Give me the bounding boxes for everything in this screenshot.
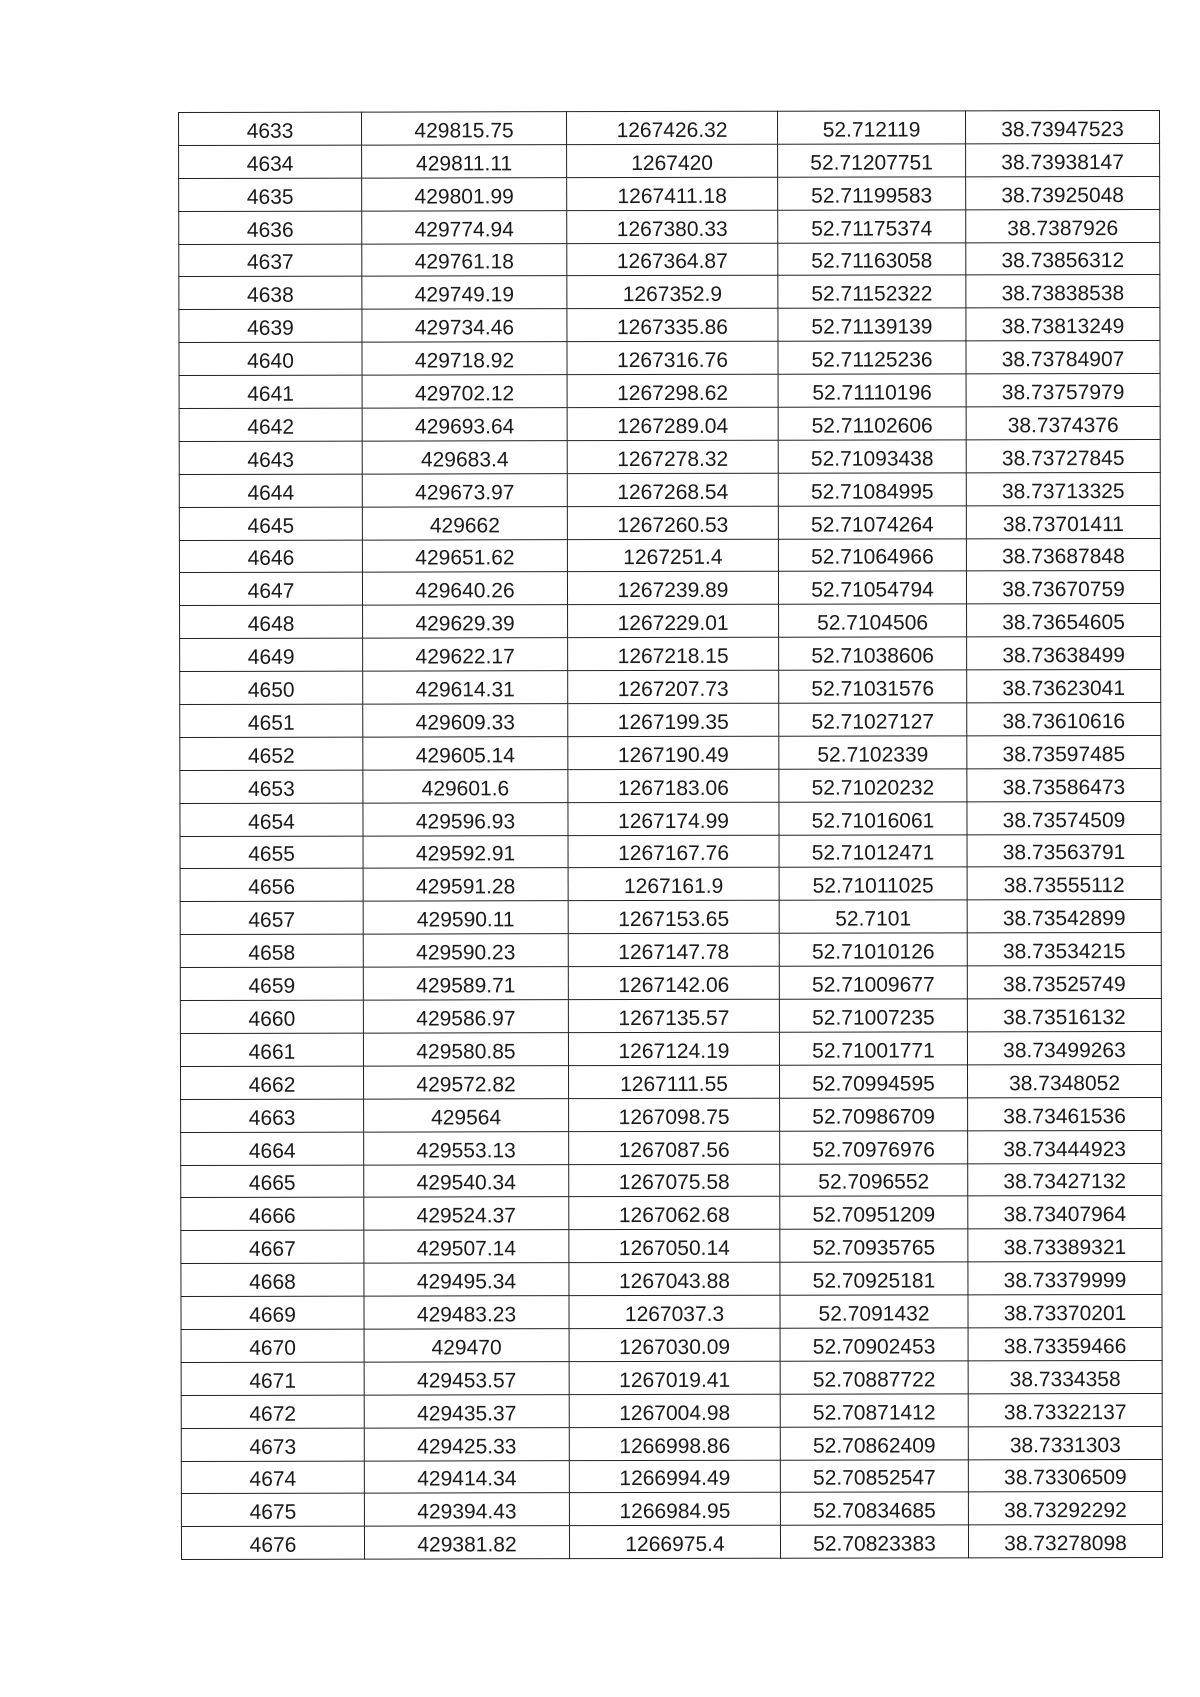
northing-cell: 1266998.86 <box>569 1427 780 1460</box>
easting-cell: 429564 <box>364 1098 569 1131</box>
northing-cell: 1267111.55 <box>568 1065 779 1098</box>
longitude-cell: 52.71199583 <box>778 177 966 210</box>
latitude-cell: 38.73925048 <box>966 176 1160 209</box>
point-number-cell: 4651 <box>180 704 363 737</box>
longitude-cell: 52.7104506 <box>779 604 967 637</box>
longitude-cell: 52.71074264 <box>778 506 966 539</box>
longitude-cell: 52.70834685 <box>780 1492 968 1525</box>
easting-cell: 429590.11 <box>363 901 568 934</box>
latitude-cell: 38.73574509 <box>967 801 1161 834</box>
longitude-cell: 52.70823383 <box>780 1525 968 1558</box>
northing-cell: 1267426.32 <box>567 111 778 144</box>
latitude-cell: 38.73525749 <box>967 966 1161 999</box>
table-row <box>180 735 1161 770</box>
table-row <box>179 374 1160 409</box>
table-row <box>181 1196 1162 1231</box>
longitude-cell: 52.70976976 <box>780 1130 968 1163</box>
point-number-cell: 4657 <box>180 901 363 934</box>
point-number-cell: 4668 <box>181 1263 364 1296</box>
longitude-cell: 52.71175374 <box>778 210 966 243</box>
northing-cell: 1267098.75 <box>569 1098 780 1131</box>
latitude-cell: 38.7331303 <box>968 1426 1162 1459</box>
latitude-cell: 38.73555112 <box>967 867 1161 900</box>
latitude-cell: 38.73461536 <box>968 1097 1162 1130</box>
point-number-cell: 4672 <box>181 1395 364 1428</box>
latitude-cell: 38.73701411 <box>966 505 1160 538</box>
coordinates-table-body <box>179 110 1163 1559</box>
northing-cell: 1267004.98 <box>569 1394 780 1427</box>
latitude-cell: 38.73563791 <box>967 834 1161 867</box>
point-number-cell: 4635 <box>179 178 362 211</box>
point-number-cell: 4671 <box>181 1362 364 1395</box>
coordinates-table <box>178 110 1163 1560</box>
table-row <box>179 571 1160 606</box>
point-number-cell: 4676 <box>181 1526 364 1559</box>
table-row <box>181 1130 1162 1165</box>
latitude-cell: 38.73370201 <box>968 1295 1162 1328</box>
table-row <box>179 341 1160 376</box>
longitude-cell: 52.70887722 <box>780 1361 968 1394</box>
table-row <box>179 406 1160 441</box>
latitude-cell: 38.7334358 <box>968 1360 1162 1393</box>
northing-cell: 1267124.19 <box>568 1032 779 1065</box>
northing-cell: 1267298.62 <box>567 374 778 407</box>
latitude-cell: 38.73389321 <box>968 1229 1162 1262</box>
table-row <box>181 1492 1162 1527</box>
northing-cell: 1267161.9 <box>568 868 779 901</box>
point-number-cell: 4659 <box>180 967 363 1000</box>
longitude-cell: 52.71009677 <box>779 966 967 999</box>
point-number-cell: 4661 <box>180 1033 363 1066</box>
easting-cell: 429614.31 <box>363 671 568 704</box>
table-row <box>181 1097 1162 1132</box>
latitude-cell: 38.73687848 <box>966 538 1160 571</box>
table-row <box>179 308 1160 343</box>
table-row <box>180 801 1161 836</box>
longitude-cell: 52.71012471 <box>779 834 967 867</box>
northing-cell: 1267062.68 <box>569 1197 780 1230</box>
longitude-cell: 52.71038606 <box>779 637 967 670</box>
longitude-cell: 52.71110196 <box>778 374 966 407</box>
point-number-cell: 4644 <box>179 474 362 507</box>
northing-cell: 1267268.54 <box>567 473 778 506</box>
point-number-cell: 4636 <box>179 211 362 244</box>
table-row <box>180 768 1161 803</box>
northing-cell: 1267420 <box>567 144 778 177</box>
table-row <box>180 834 1161 869</box>
longitude-cell: 52.70994595 <box>779 1065 967 1098</box>
northing-cell: 1267050.14 <box>569 1230 780 1263</box>
longitude-cell: 52.71152322 <box>778 275 966 308</box>
easting-cell: 429524.37 <box>364 1197 569 1230</box>
northing-cell: 1267075.58 <box>569 1164 780 1197</box>
point-number-cell: 4650 <box>180 671 363 704</box>
latitude-cell: 38.73838538 <box>966 275 1160 308</box>
northing-cell: 1267199.35 <box>568 703 779 736</box>
longitude-cell: 52.71016061 <box>779 802 967 835</box>
easting-cell: 429673.97 <box>362 473 567 506</box>
longitude-cell: 52.71054794 <box>778 571 966 604</box>
table-row <box>179 209 1160 244</box>
point-number-cell: 4675 <box>181 1494 364 1527</box>
latitude-cell: 38.73938147 <box>966 143 1160 176</box>
table-row <box>179 176 1160 211</box>
longitude-cell: 52.70852547 <box>780 1459 968 1492</box>
point-number-cell: 4663 <box>181 1099 364 1132</box>
northing-cell: 1266994.49 <box>569 1460 780 1493</box>
easting-cell: 429761.18 <box>362 243 567 276</box>
table-row <box>181 1393 1162 1428</box>
easting-cell: 429749.19 <box>362 276 567 309</box>
longitude-cell: 52.70986709 <box>780 1098 968 1131</box>
point-number-cell: 4647 <box>179 573 362 606</box>
easting-cell: 429651.62 <box>362 539 567 572</box>
easting-cell: 429414.34 <box>364 1460 569 1493</box>
point-number-cell: 4662 <box>180 1066 363 1099</box>
longitude-cell: 52.71084995 <box>778 473 966 506</box>
easting-cell: 429811.11 <box>362 145 567 178</box>
northing-cell: 1267335.86 <box>567 309 778 342</box>
table-row <box>181 1459 1162 1494</box>
table-row <box>181 1262 1162 1297</box>
easting-cell: 429483.23 <box>364 1296 569 1329</box>
latitude-cell: 38.73654605 <box>967 604 1161 637</box>
point-number-cell: 4656 <box>180 869 363 902</box>
latitude-cell: 38.73784907 <box>966 341 1160 374</box>
point-number-cell: 4646 <box>179 540 362 573</box>
longitude-cell: 52.71207751 <box>778 144 966 177</box>
latitude-cell: 38.73670759 <box>966 571 1160 604</box>
table-row <box>180 1031 1161 1066</box>
northing-cell: 1267239.89 <box>567 572 778 605</box>
table-row <box>180 1064 1161 1099</box>
longitude-cell: 52.71010126 <box>779 933 967 966</box>
table-row <box>179 538 1160 573</box>
latitude-cell: 38.73359466 <box>968 1327 1162 1360</box>
latitude-cell: 38.73427132 <box>968 1163 1162 1196</box>
latitude-cell: 38.73407964 <box>968 1196 1162 1229</box>
northing-cell: 1266975.4 <box>569 1526 780 1559</box>
point-number-cell: 4649 <box>180 638 363 671</box>
northing-cell: 1267380.33 <box>567 210 778 243</box>
table-row <box>181 1360 1162 1395</box>
longitude-cell: 52.7091432 <box>780 1295 968 1328</box>
table-row <box>179 439 1160 474</box>
longitude-cell: 52.70935765 <box>780 1229 968 1262</box>
easting-cell: 429774.94 <box>362 210 567 243</box>
longitude-cell: 52.70951209 <box>780 1196 968 1229</box>
northing-cell: 1267142.06 <box>568 966 779 999</box>
latitude-cell: 38.73292292 <box>968 1492 1162 1525</box>
longitude-cell: 52.71093438 <box>778 440 966 473</box>
latitude-cell: 38.73542899 <box>967 900 1161 933</box>
table-row <box>181 1163 1162 1198</box>
point-number-cell: 4643 <box>179 441 362 474</box>
point-number-cell: 4648 <box>180 605 363 638</box>
latitude-cell: 38.73534215 <box>967 933 1161 966</box>
table-row <box>181 1295 1162 1330</box>
point-number-cell: 4670 <box>181 1329 364 1362</box>
latitude-cell: 38.73856312 <box>966 242 1160 275</box>
table-row <box>180 900 1161 935</box>
latitude-cell: 38.7348052 <box>967 1064 1161 1097</box>
easting-cell: 429605.14 <box>363 737 568 770</box>
easting-cell: 429815.75 <box>362 112 567 145</box>
easting-cell: 429435.37 <box>364 1394 569 1427</box>
easting-cell: 429592.91 <box>363 835 568 868</box>
northing-cell: 1267153.65 <box>568 901 779 934</box>
latitude-cell: 38.73499263 <box>967 1031 1161 1064</box>
northing-cell: 1267364.87 <box>567 243 778 276</box>
latitude-cell: 38.73757979 <box>966 374 1160 407</box>
point-number-cell: 4645 <box>179 507 362 540</box>
table-row <box>179 110 1160 145</box>
latitude-cell: 38.73610616 <box>967 702 1161 735</box>
easting-cell: 429381.82 <box>364 1526 569 1559</box>
northing-cell: 1267278.32 <box>567 440 778 473</box>
latitude-cell: 38.73638499 <box>967 637 1161 670</box>
point-number-cell: 4637 <box>179 244 362 277</box>
northing-cell: 1267147.78 <box>568 934 779 967</box>
longitude-cell: 52.71027127 <box>779 703 967 736</box>
point-number-cell: 4654 <box>180 803 363 836</box>
northing-cell: 1267135.57 <box>568 999 779 1032</box>
easting-cell: 429702.12 <box>362 375 567 408</box>
latitude-cell: 38.73727845 <box>966 439 1160 472</box>
table-row <box>180 670 1161 705</box>
table-row <box>179 143 1160 178</box>
easting-cell: 429572.82 <box>363 1066 568 1099</box>
point-number-cell: 4634 <box>179 145 362 178</box>
northing-cell: 1267411.18 <box>567 177 778 210</box>
point-number-cell: 4667 <box>181 1230 364 1263</box>
longitude-cell: 52.71125236 <box>778 341 966 374</box>
longitude-cell: 52.71011025 <box>779 867 967 900</box>
point-number-cell: 4666 <box>181 1198 364 1231</box>
table-row <box>179 275 1160 310</box>
easting-cell: 429693.64 <box>362 408 567 441</box>
latitude-cell: 38.7374376 <box>966 406 1160 439</box>
longitude-cell: 52.7096552 <box>780 1163 968 1196</box>
northing-cell: 1267167.76 <box>568 835 779 868</box>
northing-cell: 1267229.01 <box>568 605 779 638</box>
point-number-cell: 4673 <box>181 1428 364 1461</box>
latitude-cell: 38.73306509 <box>968 1459 1162 1492</box>
point-number-cell: 4674 <box>181 1461 364 1494</box>
longitude-cell: 52.71007235 <box>779 999 967 1032</box>
easting-cell: 429640.26 <box>362 572 567 605</box>
longitude-cell: 52.71020232 <box>779 769 967 802</box>
northing-cell: 1267260.53 <box>567 506 778 539</box>
point-number-cell: 4669 <box>181 1296 364 1329</box>
point-number-cell: 4639 <box>179 309 362 342</box>
table-row <box>179 505 1160 540</box>
point-number-cell: 4652 <box>180 737 363 770</box>
latitude-cell: 38.73278098 <box>968 1525 1162 1558</box>
longitude-cell: 52.70902453 <box>780 1328 968 1361</box>
point-number-cell: 4655 <box>180 836 363 869</box>
easting-cell: 429734.46 <box>362 309 567 342</box>
easting-cell: 429580.85 <box>363 1033 568 1066</box>
easting-cell: 429470 <box>364 1329 569 1362</box>
longitude-cell: 52.71031576 <box>779 670 967 703</box>
table-row <box>180 637 1161 672</box>
northing-cell: 1267043.88 <box>569 1262 780 1295</box>
latitude-cell: 38.73516132 <box>967 998 1161 1031</box>
easting-cell: 429596.93 <box>363 802 568 835</box>
easting-cell: 429609.33 <box>363 704 568 737</box>
table-row <box>181 1525 1162 1560</box>
northing-cell: 1267316.76 <box>567 341 778 374</box>
longitude-cell: 52.712119 <box>777 111 965 144</box>
northing-cell: 1267183.06 <box>568 769 779 802</box>
latitude-cell: 38.73322137 <box>968 1393 1162 1426</box>
easting-cell: 429586.97 <box>363 1000 568 1033</box>
easting-cell: 429589.71 <box>363 967 568 1000</box>
northing-cell: 1267218.15 <box>568 637 779 670</box>
latitude-cell: 38.73713325 <box>966 472 1160 505</box>
easting-cell: 429629.39 <box>363 605 568 638</box>
longitude-cell: 52.71163058 <box>778 242 966 275</box>
point-number-cell: 4660 <box>180 1000 363 1033</box>
point-number-cell: 4641 <box>179 375 362 408</box>
point-number-cell: 4633 <box>179 112 362 145</box>
northing-cell: 1267251.4 <box>567 539 778 572</box>
point-number-cell: 4640 <box>179 342 362 375</box>
northing-cell: 1267207.73 <box>568 670 779 703</box>
point-number-cell: 4665 <box>181 1165 364 1198</box>
longitude-cell: 52.7102339 <box>779 736 967 769</box>
longitude-cell: 52.71139139 <box>778 308 966 341</box>
easting-cell: 429601.6 <box>363 769 568 802</box>
table-row <box>181 1327 1162 1362</box>
easting-cell: 429495.34 <box>364 1263 569 1296</box>
easting-cell: 429662 <box>362 506 567 539</box>
northing-cell: 1266984.95 <box>569 1493 780 1526</box>
table-row <box>181 1426 1162 1461</box>
northing-cell: 1267289.04 <box>567 407 778 440</box>
northing-cell: 1267037.3 <box>569 1295 780 1328</box>
table-row <box>180 933 1161 968</box>
table-row <box>180 867 1161 902</box>
easting-cell: 429590.23 <box>363 934 568 967</box>
table-row <box>179 242 1160 277</box>
point-number-cell: 4638 <box>179 277 362 310</box>
longitude-cell: 52.71064966 <box>778 538 966 571</box>
table-row <box>180 604 1161 639</box>
easting-cell: 429683.4 <box>362 441 567 474</box>
table-row <box>180 702 1161 737</box>
latitude-cell: 38.73623041 <box>967 670 1161 703</box>
latitude-cell: 38.73444923 <box>968 1130 1162 1163</box>
easting-cell: 429591.28 <box>363 868 568 901</box>
longitude-cell: 52.70862409 <box>780 1426 968 1459</box>
easting-cell: 429540.34 <box>364 1164 569 1197</box>
table-row <box>180 966 1161 1001</box>
point-number-cell: 4664 <box>181 1132 364 1165</box>
easting-cell: 429394.43 <box>364 1493 569 1526</box>
longitude-cell: 52.7101 <box>779 900 967 933</box>
northing-cell: 1267030.09 <box>569 1328 780 1361</box>
longitude-cell: 52.71001771 <box>779 1032 967 1065</box>
northing-cell: 1267087.56 <box>569 1131 780 1164</box>
latitude-cell: 38.73947523 <box>965 110 1159 143</box>
latitude-cell: 38.73597485 <box>967 735 1161 768</box>
point-number-cell: 4658 <box>180 934 363 967</box>
latitude-cell: 38.73813249 <box>966 308 1160 341</box>
easting-cell: 429507.14 <box>364 1230 569 1263</box>
easting-cell: 429553.13 <box>364 1131 569 1164</box>
table-row <box>181 1229 1162 1264</box>
easting-cell: 429425.33 <box>364 1427 569 1460</box>
longitude-cell: 52.70871412 <box>780 1394 968 1427</box>
easting-cell: 429453.57 <box>364 1362 569 1395</box>
northing-cell: 1267174.99 <box>568 802 779 835</box>
point-number-cell: 4653 <box>180 770 363 803</box>
northing-cell: 1267352.9 <box>567 276 778 309</box>
easting-cell: 429622.17 <box>363 638 568 671</box>
latitude-cell: 38.73379999 <box>968 1262 1162 1295</box>
easting-cell: 429801.99 <box>362 177 567 210</box>
latitude-cell: 38.7387926 <box>966 209 1160 242</box>
point-number-cell: 4642 <box>179 408 362 441</box>
easting-cell: 429718.92 <box>362 342 567 375</box>
longitude-cell: 52.70925181 <box>780 1262 968 1295</box>
table-row <box>179 472 1160 507</box>
northing-cell: 1267019.41 <box>569 1361 780 1394</box>
northing-cell: 1267190.49 <box>568 736 779 769</box>
latitude-cell: 38.73586473 <box>967 768 1161 801</box>
longitude-cell: 52.71102606 <box>778 407 966 440</box>
table-row <box>180 998 1161 1033</box>
